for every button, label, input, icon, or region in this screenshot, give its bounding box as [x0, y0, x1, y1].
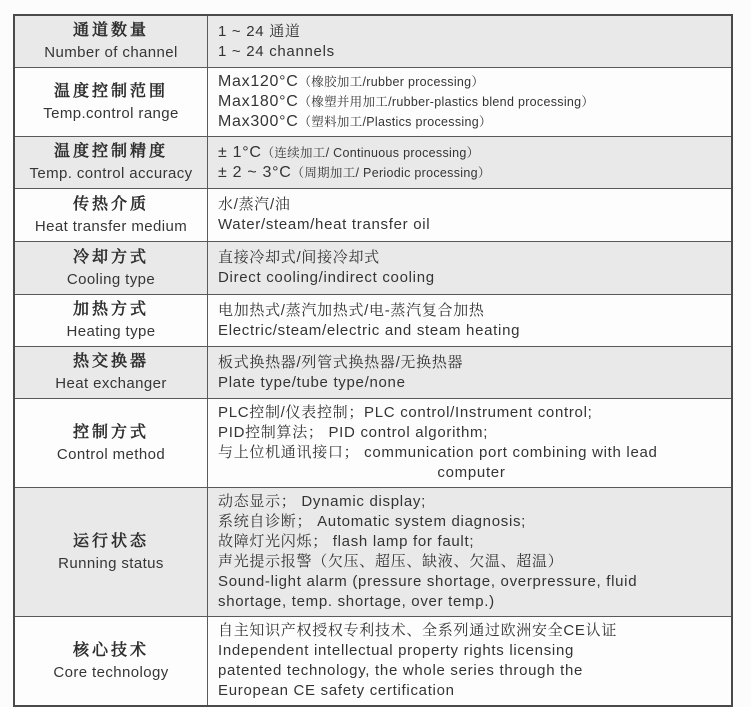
- value-main-text: Max300°C: [218, 113, 299, 130]
- spec-label-zh: 控制方式: [72, 423, 149, 441]
- spec-value-line: shortage, temp. shortage, over temp.): [218, 593, 495, 610]
- spec-label-en: Number of channel: [44, 44, 178, 61]
- spec-value-line: computer: [437, 464, 506, 481]
- spec-value-line: [218, 163, 725, 183]
- spec-label-zh: 加热方式: [72, 301, 149, 318]
- spec-label-cell: [15, 617, 208, 705]
- spec-value-line: 动态显示； Dynamic display;: [218, 493, 426, 510]
- spec-value-line: Sound-light alarm (pressure shortage, overpressure, fluid: [218, 573, 638, 590]
- value-main-text: Max180°C: [218, 93, 299, 110]
- spec-value-cell: [208, 295, 731, 346]
- value-main-text: ± 1°C: [218, 143, 262, 161]
- spec-label-en: Temp.control range: [43, 104, 179, 122]
- spec-value-line: 与上位机通讯接口； communication port combining with lead: [218, 444, 658, 461]
- spec-row: [15, 616, 731, 705]
- value-paren-text: （周期加工/ Periodic processing）: [291, 165, 491, 180]
- spec-value-cell: [208, 347, 731, 398]
- spec-value-cell: [208, 137, 731, 188]
- spec-value-line: Electric/steam/electric and steam heating: [218, 321, 521, 339]
- spec-label-en: Cooling type: [66, 270, 156, 288]
- spec-value-line: Water/steam/heat transfer oil: [218, 216, 431, 233]
- spec-value-line: patented technology, the whole series through the: [218, 662, 584, 679]
- spec-label-en: Temp. control accuracy: [29, 165, 193, 182]
- spec-label-cell: [15, 488, 208, 616]
- specification-table: [13, 14, 733, 707]
- spec-value-line: 电加热式/蒸汽加热式/电-蒸汽复合加热: [218, 301, 485, 319]
- spec-value-cell: [208, 617, 731, 705]
- spec-row: [15, 487, 731, 616]
- spec-row: [15, 67, 731, 136]
- spec-label-zh: 通道数量: [72, 22, 149, 39]
- spec-value-line: 1 ~ 24 channels: [218, 42, 335, 60]
- spec-label-cell: [15, 399, 208, 487]
- spec-label-zh: 核心技术: [72, 641, 149, 659]
- spec-label-cell: [15, 137, 208, 188]
- spec-label-zh: 温度控制精度: [53, 143, 168, 160]
- spec-value-cell: [208, 399, 731, 487]
- spec-label-en: Heat exchanger: [55, 375, 167, 392]
- spec-label-zh: 冷却方式: [72, 248, 149, 266]
- spec-value-line: 自主知识产权授权专利技术、全系列通过欧洲安全CE认证: [218, 622, 618, 639]
- spec-label-en: Heating type: [66, 323, 156, 340]
- spec-row: [15, 136, 731, 188]
- spec-row: [15, 16, 731, 67]
- spec-value-line: 直接冷却式/间接冷却式: [218, 249, 380, 266]
- spec-label-zh: 传热介质: [72, 195, 149, 213]
- spec-label-cell: [15, 189, 208, 241]
- value-main-text: ± 2 ~ 3°C: [218, 163, 292, 181]
- spec-label-en: Control method: [56, 445, 166, 463]
- spec-label-cell: [15, 347, 208, 398]
- spec-value-line: 水/蒸汽/油: [218, 196, 291, 213]
- spec-value-line: Direct cooling/indirect cooling: [218, 269, 435, 286]
- spec-value-cell: [208, 16, 731, 67]
- value-paren-text: （橡塑并用加工/rubber-plastics blend processing）: [298, 95, 595, 109]
- spec-value-line: [218, 112, 725, 132]
- spec-value-line: European CE safety certification: [218, 682, 455, 699]
- spec-value-line: 板式换热器/列管式换热器/无换热器: [218, 353, 464, 371]
- spec-value-cell: [208, 242, 731, 294]
- spec-label-zh: 温度控制范围: [53, 82, 168, 100]
- spec-value-line: PLC控制/仪表控制；PLC control/Instrument control;: [218, 404, 593, 421]
- spec-value-line: Plate type/tube type/none: [218, 373, 406, 391]
- spec-row: [15, 346, 731, 398]
- spec-value-line: 1 ~ 24 通道: [218, 22, 301, 40]
- spec-row: [15, 241, 731, 294]
- spec-value-cell: [208, 68, 731, 136]
- value-paren-text: （塑料加工/Plastics processing）: [298, 115, 492, 129]
- spec-row: [15, 188, 731, 241]
- value-paren-text: （连续加工/ Continuous processing）: [261, 145, 480, 160]
- spec-label-cell: [15, 68, 208, 136]
- spec-value-line: Independent intellectual property rights licensing: [218, 642, 575, 659]
- spec-label-en: Heat transfer medium: [34, 217, 188, 235]
- spec-value-line: [218, 143, 725, 163]
- spec-label-cell: [15, 295, 208, 346]
- spec-value-cell: [208, 189, 731, 241]
- spec-label-zh: 热交换器: [72, 353, 149, 370]
- spec-value-line: 故障灯光闪烁； flash lamp for fault;: [218, 533, 475, 550]
- spec-row: [15, 398, 731, 487]
- spec-value-line: [218, 92, 725, 112]
- spec-value-cell: [208, 488, 731, 616]
- value-paren-text: （橡胶加工/rubber processing）: [298, 75, 485, 89]
- spec-value-line: PID控制算法； PID control algorithm;: [218, 424, 489, 441]
- spec-label-cell: [15, 16, 208, 67]
- spec-label-zh: 运行状态: [72, 532, 149, 550]
- spec-label-en: Running status: [58, 554, 164, 572]
- spec-label-cell: [15, 242, 208, 294]
- spec-value-line: 系统自诊断； Automatic system diagnosis;: [218, 513, 527, 530]
- spec-value-line: [218, 72, 725, 92]
- spec-label-en: Core technology: [53, 663, 169, 681]
- spec-row: [15, 294, 731, 346]
- value-main-text: Max120°C: [218, 73, 299, 90]
- spec-value-line: 声光提示报警（欠压、超压、缺液、欠温、超温）: [218, 553, 564, 570]
